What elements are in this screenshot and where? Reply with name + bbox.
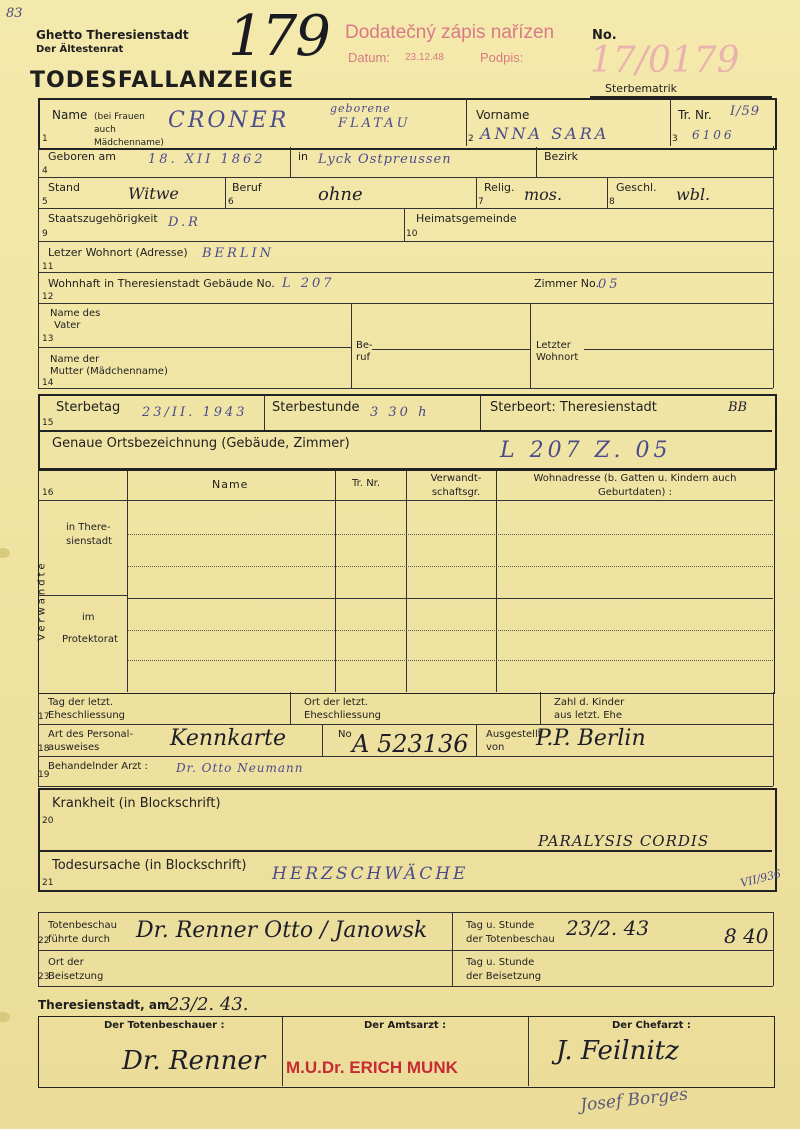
- divider: [406, 471, 407, 692]
- beisetzung-tag-2: der Beisetzung: [466, 971, 542, 982]
- name-label: Name: [52, 108, 88, 122]
- in-there-1: in There-: [66, 522, 111, 533]
- row-line: [38, 595, 128, 596]
- stamp-datum-value: 23.12.48: [405, 52, 444, 63]
- divider: [290, 692, 291, 724]
- col-name: Name: [212, 478, 249, 491]
- handwritten-number: 179: [228, 4, 329, 69]
- beruf-value: ohne: [318, 184, 363, 205]
- geboren-label: Geboren am: [48, 150, 116, 163]
- council-name: Der Ältestenrat: [36, 44, 124, 55]
- name-value: CRONER: [168, 108, 290, 133]
- chefarzt-label: Der Chefarzt :: [612, 1020, 691, 1031]
- maiden-name-value: FLATAU: [338, 116, 411, 131]
- field-number: 11: [42, 262, 54, 272]
- row-line: [38, 272, 773, 273]
- stamp-podpis-label: Podpis:: [480, 50, 524, 65]
- place-date-label: Theresienstadt, am: [38, 998, 170, 1012]
- field-number: 8: [609, 197, 615, 207]
- sterbestunde-value: 3 30 h: [370, 405, 430, 420]
- inspection-tag-2: der Totenbeschau: [466, 934, 555, 945]
- row-line: [38, 786, 773, 787]
- ausgestellt-value: P.P. Berlin: [536, 726, 646, 751]
- trnr-label: Tr. Nr.: [678, 108, 712, 122]
- divider: [322, 724, 323, 756]
- in-value: Lyck Ostpreussen: [318, 152, 452, 167]
- marriage-ort-1: Ort der letzt.: [304, 697, 369, 708]
- krankheit-label: Krankheit (in Blockschrift): [52, 796, 221, 811]
- id-art-2: ausweises: [48, 742, 100, 753]
- ausgestellt-1: Ausgestellt: [486, 729, 542, 740]
- zimmer-label: Zimmer No.: [534, 277, 600, 290]
- divider: [335, 471, 336, 692]
- row-line: [39, 430, 772, 432]
- dotted-line: [128, 660, 773, 661]
- beisetzung-2: Beisetzung: [48, 971, 104, 982]
- marriage-ort-2: Eheschliessung: [304, 710, 382, 721]
- corner-mark: 83: [6, 6, 23, 21]
- divider: [351, 304, 352, 388]
- row-line: [38, 756, 773, 757]
- sterbestunde-label: Sterbestunde: [272, 400, 360, 415]
- wohnort-label: Letzer Wohnort (Adresse): [48, 246, 188, 259]
- id-art-1: Art des Personal-: [48, 729, 134, 740]
- row-line: [38, 241, 773, 242]
- field-number: 3: [672, 134, 678, 144]
- divider: [476, 724, 477, 756]
- row-line: [38, 724, 773, 725]
- in-label: in: [298, 150, 309, 163]
- divider: [540, 692, 541, 724]
- protektorat-label: Protektorat: [62, 634, 118, 645]
- field-number: 21: [42, 878, 54, 888]
- field-number: 7: [478, 197, 484, 207]
- divider: [282, 1017, 283, 1086]
- row-line: [584, 349, 773, 350]
- amtsarzt-label: Der Amtsarzt :: [364, 1020, 447, 1031]
- beisetzung-tag-1: Tag u. Stunde: [466, 957, 535, 968]
- punch-hole: [0, 548, 10, 558]
- inspection-tag-1: Tag u. Stunde: [466, 920, 535, 931]
- marriage-kinder-2: aus letzt. Ehe: [554, 710, 623, 721]
- field-number: 18: [38, 744, 50, 754]
- verwandte-side-label: Verwandte: [36, 560, 48, 641]
- sterbeort-label: Sterbeort: Theresienstadt: [490, 400, 657, 415]
- geschl-value: wbl.: [676, 185, 711, 204]
- margin-note: VII/936: [739, 867, 783, 890]
- mutter-label-1: Name der: [50, 354, 100, 365]
- right-frame: [773, 912, 774, 986]
- mutter-label-2: Mutter (Mädchenname): [50, 366, 168, 377]
- field-number: 15: [42, 418, 54, 428]
- sterbeort-mark: BB: [728, 400, 748, 415]
- field-number: 19: [38, 770, 50, 780]
- no-label: No.: [592, 28, 617, 43]
- row-line: [38, 912, 773, 913]
- field-number: 23: [38, 972, 50, 982]
- staat-label: Staatszugehörigkeit: [48, 212, 158, 225]
- wohnhaft-value: L 207: [282, 276, 335, 291]
- row-line: [38, 177, 773, 178]
- field-number: 9: [42, 229, 48, 239]
- divider: [480, 395, 481, 430]
- record-number: 17/0179: [590, 40, 740, 81]
- geboren-value: 18. XII 1862: [148, 152, 266, 167]
- marriage-kinder-1: Zahl d. Kinder: [554, 697, 625, 708]
- row-line: [38, 303, 773, 304]
- id-no-value: A 523136: [352, 730, 469, 758]
- field-number: 4: [42, 166, 48, 176]
- beruf-label: Beruf: [232, 181, 262, 194]
- beruf2-label-2: ruf: [356, 352, 370, 363]
- im-label: im: [82, 612, 95, 623]
- col-verw: Verwandt-schaftsgr.: [430, 473, 482, 498]
- divider: [452, 912, 453, 986]
- relig-label: Relig.: [484, 181, 515, 194]
- field-number: 16: [42, 488, 54, 498]
- row-line: [38, 347, 351, 348]
- geborene-note: geborene: [330, 102, 391, 115]
- row-line: [38, 986, 773, 987]
- relig-value: mos.: [524, 185, 563, 204]
- orts-label: Genaue Ortsbezeichnung (Gebäude, Zimmer): [52, 436, 350, 451]
- heimat-label: Heimatsgemeinde: [416, 212, 517, 225]
- dotted-line: [128, 630, 773, 631]
- divider: [290, 147, 291, 177]
- ursache-label: Todesursache (in Blockschrift): [52, 858, 247, 873]
- vater-label-1: Name des: [50, 308, 101, 319]
- totenbeschau-1: Totenbeschau: [48, 920, 117, 931]
- stand-value: Witwe: [128, 184, 179, 203]
- beruf2-label-1: Be-: [356, 340, 373, 351]
- divider: [225, 178, 226, 208]
- ursache-value: HERZSCHWÄCHE: [272, 864, 469, 884]
- col-trnr: Tr. Nr.: [352, 478, 381, 489]
- divider: [264, 395, 265, 430]
- geschl-label: Geschl.: [616, 181, 657, 194]
- divider: [536, 147, 537, 177]
- vorname-value: ANNA SARA: [480, 124, 610, 143]
- row-line: [128, 598, 773, 599]
- sterbetag-label: Sterbetag: [56, 400, 121, 415]
- trnr-value-2: 6106: [692, 128, 735, 142]
- letzter-label-1: Letzter: [536, 340, 571, 351]
- dotted-line: [128, 566, 773, 567]
- col-wohn: Wohnadresse (b. Gatten u. Kindern auch Geburtdaten) :: [533, 473, 737, 498]
- marriage-tag-1: Tag der letzt.: [48, 697, 114, 708]
- row-line: [38, 388, 773, 389]
- divider: [476, 178, 477, 208]
- orts-value: L 207 Z. 05: [500, 438, 672, 463]
- trnr-value-1: I/59: [730, 104, 761, 119]
- in-there-2: sienstadt: [66, 536, 113, 547]
- marriage-tag-2: Eheschliessung: [48, 710, 126, 721]
- field-number: 5: [42, 197, 48, 207]
- krankheit-value: PARALYSIS CORDIS: [538, 832, 710, 850]
- stamp-title: Dodatečný zápis nařízen: [345, 22, 555, 43]
- dotted-line: [128, 534, 773, 535]
- field-number: 14: [42, 378, 54, 388]
- letzter-label-2: Wohnort: [536, 352, 579, 363]
- staat-value: D.R: [168, 215, 201, 230]
- ausgestellt-2: von: [486, 742, 505, 753]
- totenbeschau-value: Dr. Renner Otto / Janowsk: [136, 918, 428, 943]
- left-frame: [38, 146, 39, 388]
- divider: [466, 99, 467, 146]
- inspection-tag-value: 23/2. 43: [566, 916, 650, 940]
- row-line: [38, 208, 773, 209]
- place-date-value: 23/2. 43.: [168, 994, 249, 1015]
- right-frame: [773, 692, 774, 786]
- totenbeschauer-signature: Dr. Renner: [122, 1046, 266, 1076]
- page-title: TODESFALLANZEIGE: [30, 68, 295, 93]
- ghetto-name: Ghetto Theresienstadt: [36, 28, 189, 42]
- chefarzt-signature: J. Feilnitz: [556, 1036, 679, 1066]
- beisetzung-1: Ort der: [48, 957, 84, 968]
- right-frame: [773, 146, 774, 388]
- name-label-note: (bei Frauen auch Mädchenname): [94, 112, 164, 148]
- bezirk-label: Bezirk: [544, 150, 579, 163]
- divider: [607, 178, 608, 208]
- field-number: 10: [406, 229, 418, 239]
- punch-hole: [0, 1012, 10, 1022]
- vorname-label: Vorname: [476, 108, 530, 122]
- wohnhaft-label: Wohnhaft in Theresienstadt Gebäude No.: [48, 277, 275, 290]
- arzt-value: Dr. Otto Neumann: [176, 761, 304, 775]
- field-number: 1: [42, 134, 48, 144]
- wohnort-value: BERLIN: [202, 246, 274, 261]
- bottom-signature: Josef Borges: [579, 1084, 689, 1116]
- divider: [127, 471, 128, 692]
- field-number: 2: [468, 134, 474, 144]
- divider: [530, 304, 531, 388]
- sterbetag-value: 23/II. 1943: [142, 405, 248, 420]
- row-line: [38, 950, 773, 951]
- field-number: 17: [38, 712, 50, 722]
- amtsarzt-stamp: M.U.Dr. ERICH MUNK: [286, 1058, 458, 1077]
- totenbeschau-2: führte durch: [48, 934, 110, 945]
- id-no-label: No: [338, 729, 352, 740]
- arzt-label: Behandelnder Arzt :: [48, 761, 148, 772]
- divider: [496, 471, 497, 692]
- field-number: 22: [38, 936, 50, 946]
- field-number: 20: [42, 816, 54, 826]
- stand-label: Stand: [48, 181, 80, 194]
- totenbeschauer-label: Der Totenbeschauer :: [104, 1020, 225, 1031]
- divider: [670, 99, 671, 146]
- row-line: [372, 349, 530, 350]
- field-number: 12: [42, 292, 54, 302]
- field-number: 6: [228, 197, 234, 207]
- sterbematrik-label: Sterbematrik: [605, 82, 678, 95]
- inspection-stunde-value: 8 40: [724, 924, 769, 948]
- divider: [528, 1017, 529, 1086]
- zimmer-value: 05: [598, 277, 621, 292]
- vater-label-2: Vater: [54, 320, 81, 331]
- row-line: [39, 850, 772, 852]
- id-art-value: Kennkarte: [170, 726, 287, 751]
- stamp-datum-label: Datum:: [348, 50, 390, 65]
- divider: [404, 209, 405, 241]
- field-number: 13: [42, 334, 54, 344]
